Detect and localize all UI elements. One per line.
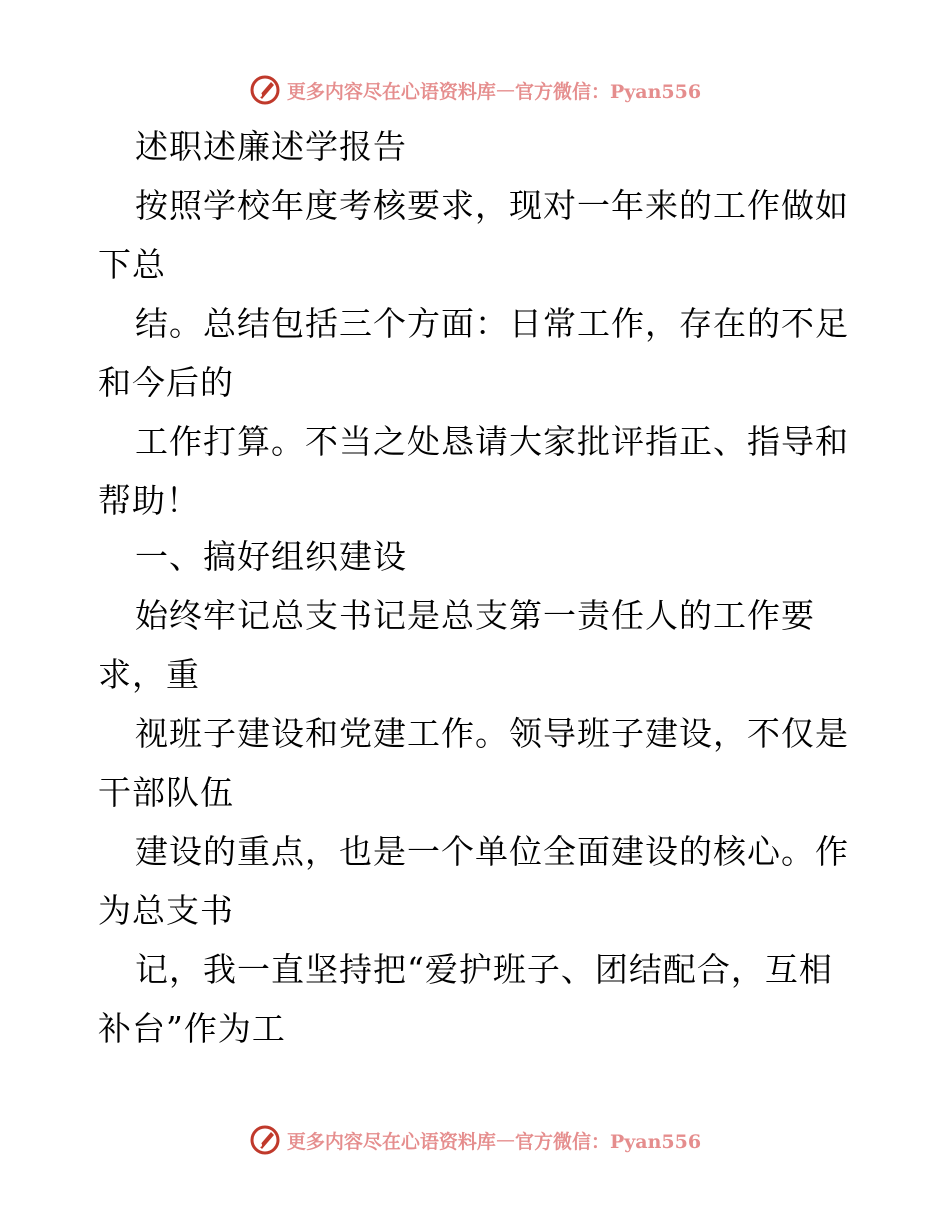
banner-dash: —	[495, 1129, 515, 1151]
text-line: 为总支书	[98, 891, 234, 930]
banner-text: 更多内容尽在心语资料库	[286, 1130, 496, 1153]
text-line: 工作打算。不当之处恳请大家批评指正、指导和	[135, 422, 849, 461]
text-line: 求，重	[98, 655, 200, 694]
text-line: 帮助！	[98, 481, 200, 520]
text-line: 结。总结包括三个方面：日常工作，存在的不足	[135, 304, 849, 343]
text-line: 和今后的	[98, 363, 234, 402]
logo-icon	[249, 74, 281, 106]
section-heading: 一、搞好组织建设	[135, 537, 407, 576]
header-banner	[0, 70, 950, 110]
text-line: 记，我一直坚持把“爱护班子、团结配合，互相	[135, 950, 833, 989]
text-line: 建设的重点，也是一个单位全面建设的核心。作	[135, 832, 849, 871]
text-line: 视班子建设和党建工作。领导班子建设，不仅是	[135, 714, 849, 753]
footer-banner	[0, 1120, 950, 1160]
banner-dash: —	[495, 79, 515, 101]
text-line: 补台”作为工	[98, 1009, 286, 1048]
logo-icon	[249, 1124, 281, 1156]
banner-text: 更多内容尽在心语资料库	[286, 80, 496, 103]
text-line: 始终牢记总支书记是总支第一责任人的工作要	[135, 596, 815, 635]
document-title: 述职述廉述学报告	[135, 127, 407, 166]
text-line: 干部队伍	[98, 773, 234, 812]
text-line: 下总	[98, 245, 166, 284]
text-line: 按照学校年度考核要求，现对一年来的工作做如	[135, 186, 849, 225]
banner-tail: 官方微信：Pyan556	[514, 1130, 702, 1153]
banner-tail: 官方微信：Pyan556	[514, 80, 702, 103]
